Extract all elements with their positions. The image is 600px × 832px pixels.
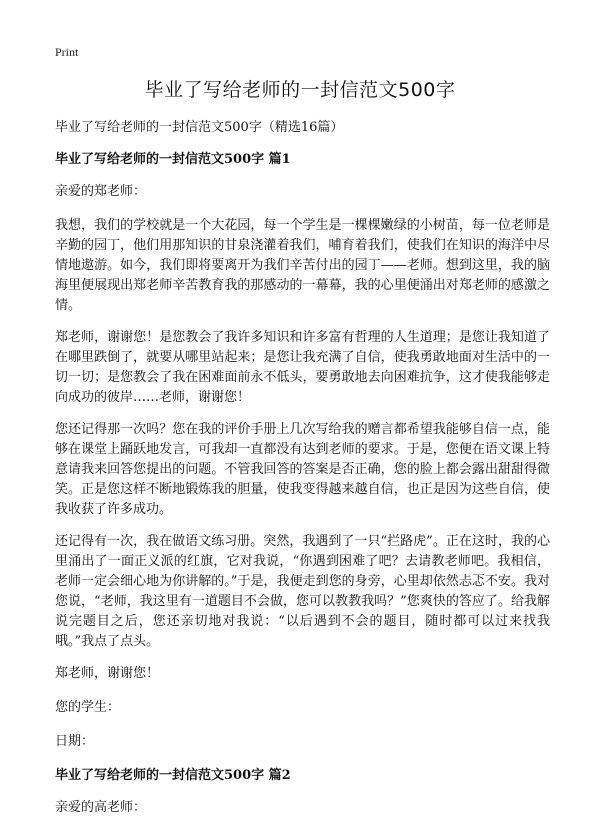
document-body xyxy=(55,118,550,832)
section-heading-2: 毕业了写给老师的一封信范文500字 篇2 xyxy=(55,768,291,783)
print-link[interactable]: Print xyxy=(55,45,79,59)
salutation: 亲爱的高老师： xyxy=(55,800,147,815)
document-subtitle: 毕业了写给老师的一封信范文500字（精选16篇） xyxy=(55,120,344,135)
salutation: 亲爱的郑老师： xyxy=(55,184,147,199)
thanks-line: 郑老师，谢谢您！ xyxy=(55,666,160,681)
closing-line: 您的学生： xyxy=(55,700,121,715)
section-heading-1: 毕业了写给老师的一封信范文500字 篇1 xyxy=(55,152,291,167)
paragraph: 还记得有一次，我在做语文练习册。突然，我遇到了一只“拦路虎”。正在这时，我的心里涌出了一面正义派的红旗，它对我说，“你遇到困难了吧？去请教老师吧。我相信，老师一定会细心地为你讲解的。”于是，我便走到您的身旁，心里却依然忐忑不安。我对您说，“老师，我这里有一道题目不会做，您可以教教我吗？”您爽快的答应了。给我解说完题目之后，您还亲切地对我说：“以后遇到不会的题目，随时都可以过来找我哦。”我点了点头。 xyxy=(55,534,550,649)
paragraph: 我想，我们的学校就是一个大花园，每一个学生是一棵棵嫩绿的小树苗，每一位老师是辛勤的园丁，他们用那知识的甘泉浇灌着我们，哺育着我们，使我们在知识的海洋中尽情地遨游。如今，我们即将要离开为我们辛苦付出的园丁——老师。想到这里，我的脑海里便展现出郑老师辛苦教育我的那感动的一幕幕，我的心里便涌出对郑老师的感激之情。 xyxy=(55,218,550,313)
date-label: 日期： xyxy=(55,734,95,749)
paragraph: 郑老师，谢谢您！是您教会了我许多知识和许多富有哲理的人生道理；是您让我知道了在哪里跌倒了，就要从哪里站起来；是您让我充满了自信，使我勇敢地面对生活中的一切一切；是您教会了我在困难面前永不低头，要勇敢地去向困难抗争，这才使我能够走向成功的彼岸……老师，谢谢您！ xyxy=(55,330,550,405)
document-title: 毕业了写给老师的一封信范文500字 xyxy=(144,79,456,101)
paragraph: 您还记得那一次吗？您在我的评价手册上几次写给我的赠言都希望我能够自信一点，能够在课堂上踊跃地发言，可我却一直都没有达到老师的要求。于是，您便在语文课上特意请我来回答您提出的问题。不管我回答的答案是否正确，您的脸上都会露出甜甜得微笑。正是您这样不断地锻炼我的胆量，使我变得越来越自信，也正是因为这些自信，使我收获了许多成功。 xyxy=(55,422,550,517)
